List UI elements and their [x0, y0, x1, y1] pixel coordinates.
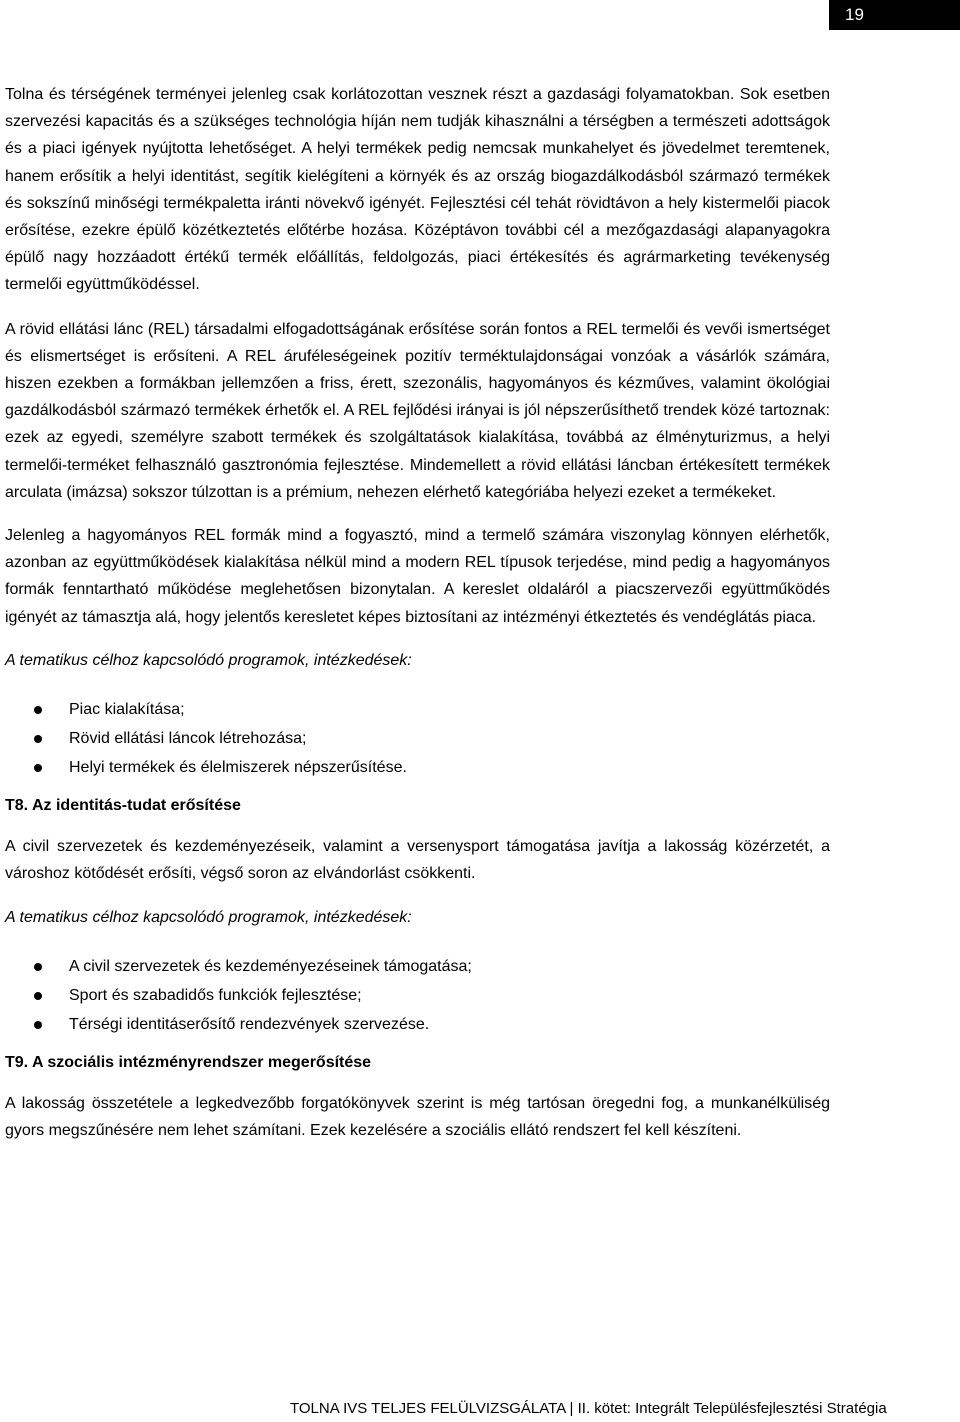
bullet-icon	[34, 735, 42, 743]
list-item	[5, 695, 830, 724]
list-item	[5, 724, 830, 753]
list-item-text: Piac kialakítása;	[69, 701, 185, 719]
bullet-icon	[34, 764, 42, 772]
bullet-icon	[34, 1021, 42, 1029]
programs-list	[5, 952, 830, 1039]
list-item-text: Helyi termékek és élelmiszerek népszerűsítése.	[69, 759, 407, 777]
programs-label: A tematikus célhoz kapcsolódó programok, intézkedések:	[5, 651, 412, 669]
page-number: 19	[829, 0, 960, 30]
document-body	[5, 81, 830, 1160]
list-item	[5, 981, 830, 1010]
paragraph-t8: A civil szervezetek és kezdeményezéseik, valamint a versenysport támogatása javítja a lakosság közérzetét, a városhoz kötődését erősíti, végső soron az elvándorlást csökkenti.	[5, 838, 830, 883]
section-heading-t8: T8. Az identitás-tudat erősítése	[5, 797, 241, 815]
bullet-icon	[34, 706, 42, 714]
list-item	[5, 753, 830, 782]
list-item-text: Rövid ellátási láncok létrehozása;	[69, 730, 307, 748]
bullet-icon	[34, 963, 42, 971]
list-item-text: Térségi identitáserősítő rendezvények szervezése.	[69, 1015, 430, 1033]
list-item-text: A civil szervezetek és kezdeményezéseinek támogatása;	[69, 957, 472, 975]
section-heading-t9: T9. A szociális intézményrendszer megerősítése	[5, 1053, 372, 1071]
programs-label: A tematikus célhoz kapcsolódó programok, intézkedések:	[5, 908, 412, 926]
paragraph-rel-forms: Jelenleg a hagyományos REL formák mind a fogyasztó, mind a termelő számára viszonylag könnyen elérhetők, azonban az együttműködések kialakítása nélkül mind a modern REL típusok terjedése, mind pedig a hagyományos formák fenntartható működése meglehetősen bizonytalan. A kereslet oldaláról a piacszervezői együttműködés igényét az támasztja alá, hogy jelentős keresletet képes biztosítani az intézményi étkeztetés és vendéglátás piaca.	[5, 527, 830, 626]
list-item	[5, 952, 830, 981]
list-item	[5, 1010, 830, 1039]
programs-list	[5, 695, 830, 782]
page-footer: TOLNA IVS TELJES FELÜLVIZSGÁLATA | II. kötet: Integrált Településfejlesztési Stratégia	[290, 1400, 887, 1417]
list-item-text: Sport és szabadidős funkciók fejlesztése;	[69, 986, 362, 1004]
paragraph-local-products: Tolna és térségének terményei jelenleg csak korlátozottan vesznek részt a gazdasági folyamatokban. Sok esetben szervezési kapacitás és a szükséges technológia híján nem tudják kihasználni a térségben a természeti adottságok és a piaci igények nyújtotta lehetőséget. A helyi termékek pedig nemcsak munkahelyet és jövedelmet teremtenek, hanem erősítik a helyi identitást, segítik kielégíteni a környék és az ország biogazdálkodásból származó termékek és sokszínű minőségi termékpaletta iránti növekvő igényét. Fejlesztési cél tehát rövidtávon a hely kistermelői piacok erősítése, ezekre épülő közétkeztetés előtérbe hozása. Középtávon további cél a mezőgazdasági alapanyagokra épülő nagy hozzáadott értékű termék előállítás, feldolgozás, piaci értékesítés és agrármarketing tevékenység termelői együttműködéssel.	[5, 86, 830, 294]
paragraph-short-supply-chain: A rövid ellátási lánc (REL) társadalmi elfogadottságának erősítése során fontos a REL termelői és vevői ismertséget és elismertséget is erősíteni. A REL áruféleségeinek pozitív terméktulajdonságai vonzóak a vásárlók számára, hiszen ezekben a formákban jellemzően a friss, érett, szezonális, hagyományos és kézműves, valamint ökológiai gazdálkodásból származó termékek érhetők el. A REL fejlődési irányai is jól népszerűsíthető trendek közé tartoznak: ezek az egyedi, személyre szabott termékek és szolgáltatások kialakítása, továbbá az élményturizmus, a helyi termelői-terméket felhasználó gasztronómia fejlesztése. Mindemellett a rövid ellátási láncban értékesített termékek arculata (imázsa) sokszor túlzottan is a prémium, nehezen elérhető kategóriába helyezi ezeket a termékeket.	[5, 320, 830, 501]
bullet-icon	[34, 992, 42, 1000]
paragraph-t9: A lakosság összetétele a legkedvezőbb forgatókönyvek szerint is még tartósan öregedni fog, a munkanélküliség gyors megszűnésére nem lehet számítani. Ezek kezelésére a szociális ellátó rendszert fel kell készíteni.	[5, 1095, 830, 1140]
